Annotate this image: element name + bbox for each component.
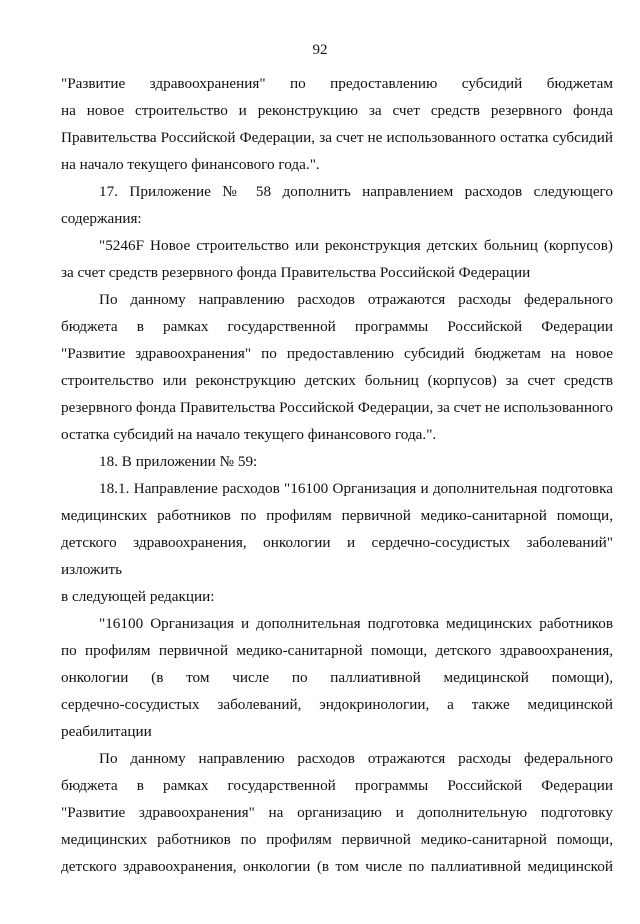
text-line: "Развитие здравоохранения" на организацию и дополнительную подготовку bbox=[61, 804, 613, 821]
text-line: на новое строительство и реконструкцию за счет средств резервного фонда bbox=[61, 102, 613, 119]
text-line: остатка субсидий на начало текущего финансового года.". bbox=[61, 426, 437, 443]
text-line: сердечно-сосудистых заболеваний, эндокринологии, а также медицинской bbox=[61, 696, 613, 713]
text-line: По данному направлению расходов отражаются расходы федерального bbox=[99, 750, 613, 767]
text-line: медицинских работников по профилям первичной медико-санитарной помощи, bbox=[61, 831, 613, 848]
text-line: "16100 Организация и дополнительная подготовка медицинских работников bbox=[99, 615, 613, 632]
text-line: "Развитие здравоохранения" по предоставлению субсидий бюджетам bbox=[61, 75, 613, 92]
text-line: онкологии (в том числе по паллиативной медицинской помощи), bbox=[61, 669, 613, 686]
document-body bbox=[61, 70, 613, 880]
page-number: 92 bbox=[312, 42, 328, 58]
paragraph bbox=[61, 178, 613, 232]
text-line: По данному направлению расходов отражаются расходы федерального bbox=[99, 291, 613, 308]
text-line: строительство или реконструкцию детских больниц (корпусов) за счет средств bbox=[61, 372, 613, 389]
text-line: Правительства Российской Федерации, за счет не использованного остатка субсидий bbox=[61, 129, 613, 146]
text-line: содержания: bbox=[61, 210, 142, 227]
paragraph bbox=[61, 232, 613, 286]
text-line: детского здравоохранения, онкологии и сердечно-сосудистых заболеваний" изложить bbox=[61, 534, 613, 578]
text-line: 18. В приложении № 59: bbox=[99, 453, 258, 470]
text-line: детского здравоохранения, онкологии (в том числе по паллиативной медицинской bbox=[61, 858, 613, 875]
paragraph bbox=[61, 610, 613, 745]
text-line: реабилитации bbox=[61, 723, 152, 740]
text-line: по профилям первичной медико-санитарной помощи, детского здравоохранения, bbox=[61, 642, 613, 659]
text-line: на начало текущего финансового года.". bbox=[61, 156, 320, 173]
paragraph bbox=[61, 286, 613, 448]
text-line: резервного фонда Правительства Российской Федерации, за счет не использованного bbox=[61, 399, 614, 416]
paragraph bbox=[61, 448, 613, 475]
text-line: в следующей редакции: bbox=[61, 588, 215, 605]
paragraph bbox=[61, 745, 613, 880]
paragraph bbox=[61, 70, 613, 178]
text-line: "5246F Новое строительство или реконструкция детских больниц (корпусов) bbox=[99, 237, 613, 254]
paragraph bbox=[61, 475, 613, 610]
text-line: медицинских работников по профилям первичной медико-санитарной помощи, bbox=[61, 507, 613, 524]
text-line: за счет средств резервного фонда Правительства Российской Федерации bbox=[61, 264, 531, 281]
text-line: бюджета в рамках государственной программы Российской Федерации bbox=[61, 777, 613, 794]
text-line: 17. Приложение № 58 дополнить направлением расходов следующего bbox=[99, 183, 613, 200]
text-line: бюджета в рамках государственной программы Российской Федерации bbox=[61, 318, 613, 335]
text-line: 18.1. Направление расходов "16100 Организация и дополнительная подготовка bbox=[99, 480, 613, 497]
text-line: "Развитие здравоохранения" по предоставлению субсидий бюджетам на новое bbox=[61, 345, 613, 362]
